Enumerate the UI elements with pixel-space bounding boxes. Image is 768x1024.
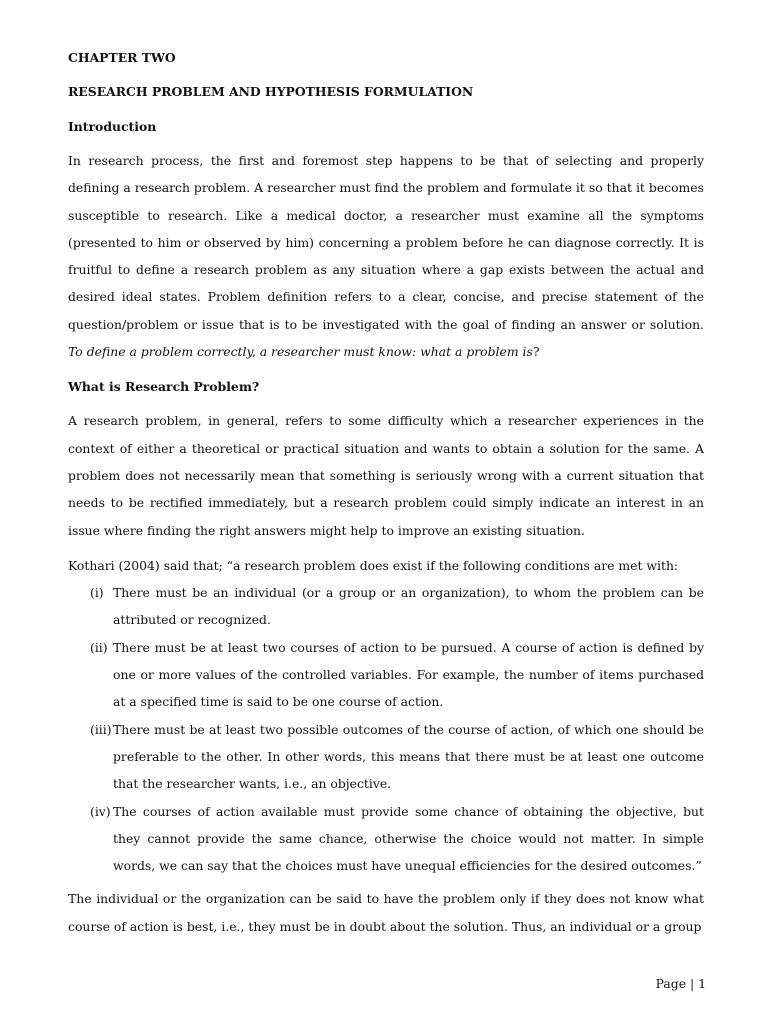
- closing-paragraph: The individual or the organization can be said to have the problem only if they does not know what course of action is best, i.e., they must be in doubt about the solution. Thus, an individual or a group: [68, 891, 704, 934]
- section-heading-what-is-research-problem: What is Research Problem?: [68, 379, 260, 395]
- section-heading-introduction: Introduction: [68, 119, 157, 134]
- list-item-number: (iii): [90, 721, 112, 737]
- intro-text: In research process, the first and foremost step happens to be that of selecting and properly defining a research problem. A researcher must find the problem and formulate it so that it becomes susceptible to research. Like a medical doctor, a researcher must examine all the symptoms (presented to him or observed by him) concerning a problem before he can diagnose correctly. It is fruitful to define a research problem as any situation where a gap exists between the actual and desired ideal states. Problem definition refers to a clear, concise, and precise statement of the question/problem or issue that is to be investigated with the goal of finding an answer or solution.: [68, 153, 704, 332]
- list-item-text: There must be at least two courses of action to be pursued. A course of action is defined by one or more values of the controlled variables. For example, the number of items purchased at a specified time is said to be one course of action.: [113, 639, 704, 710]
- list-item: [68, 634, 704, 716]
- list-item-number: (ii): [90, 639, 108, 655]
- list-item-text: There must be at least two possible outcomes of the course of action, of which one should be preferable to the other. In other words, this means that there must be at least one outcome that the researcher wants, i.e., an objective.: [113, 721, 704, 792]
- intro-paragraph: [68, 147, 704, 365]
- list-item-text: The courses of action available must provide some chance of obtaining the objective, but they cannot provide the same chance, otherwise the choice would not matter. In simple words, we can say that the choices must have unequal efficiencies for the desired outcomes.”: [113, 803, 704, 874]
- list-item: [68, 579, 704, 634]
- chapter-title: RESEARCH PROBLEM AND HYPOTHESIS FORMULATION: [68, 84, 474, 99]
- list-item-number: (i): [90, 585, 104, 601]
- list-item-number: (iv): [90, 803, 111, 819]
- page-number-footer: Page | 1: [655, 976, 706, 991]
- list-item-text: There must be an individual (or a group or an organization), to whom the problem can be attributed or recognized.: [113, 585, 704, 628]
- intro-italic-text: To define a problem correctly, a researcher must know: what a problem is: [68, 344, 533, 360]
- conditions-list: [68, 579, 704, 879]
- kothari-intro: Kothari (2004) said that; “a research problem does exist if the following conditions are met with:: [68, 557, 679, 573]
- list-item: [68, 798, 704, 880]
- what-paragraph: A research problem, in general, refers to some difficulty which a researcher experiences in the context of either a theoretical or practical situation and wants to obtain a solution for the same. A problem does not necessarily mean that something is seriously wrong with a current situation that needs to be rectified immediately, but a research problem could simply indicate an interest in an issue where finding the right answers might help to improve an existing situation.: [68, 413, 704, 538]
- intro-end-punct: ?: [532, 344, 540, 360]
- chapter-label: CHAPTER TWO: [68, 50, 176, 65]
- list-item: [68, 716, 704, 798]
